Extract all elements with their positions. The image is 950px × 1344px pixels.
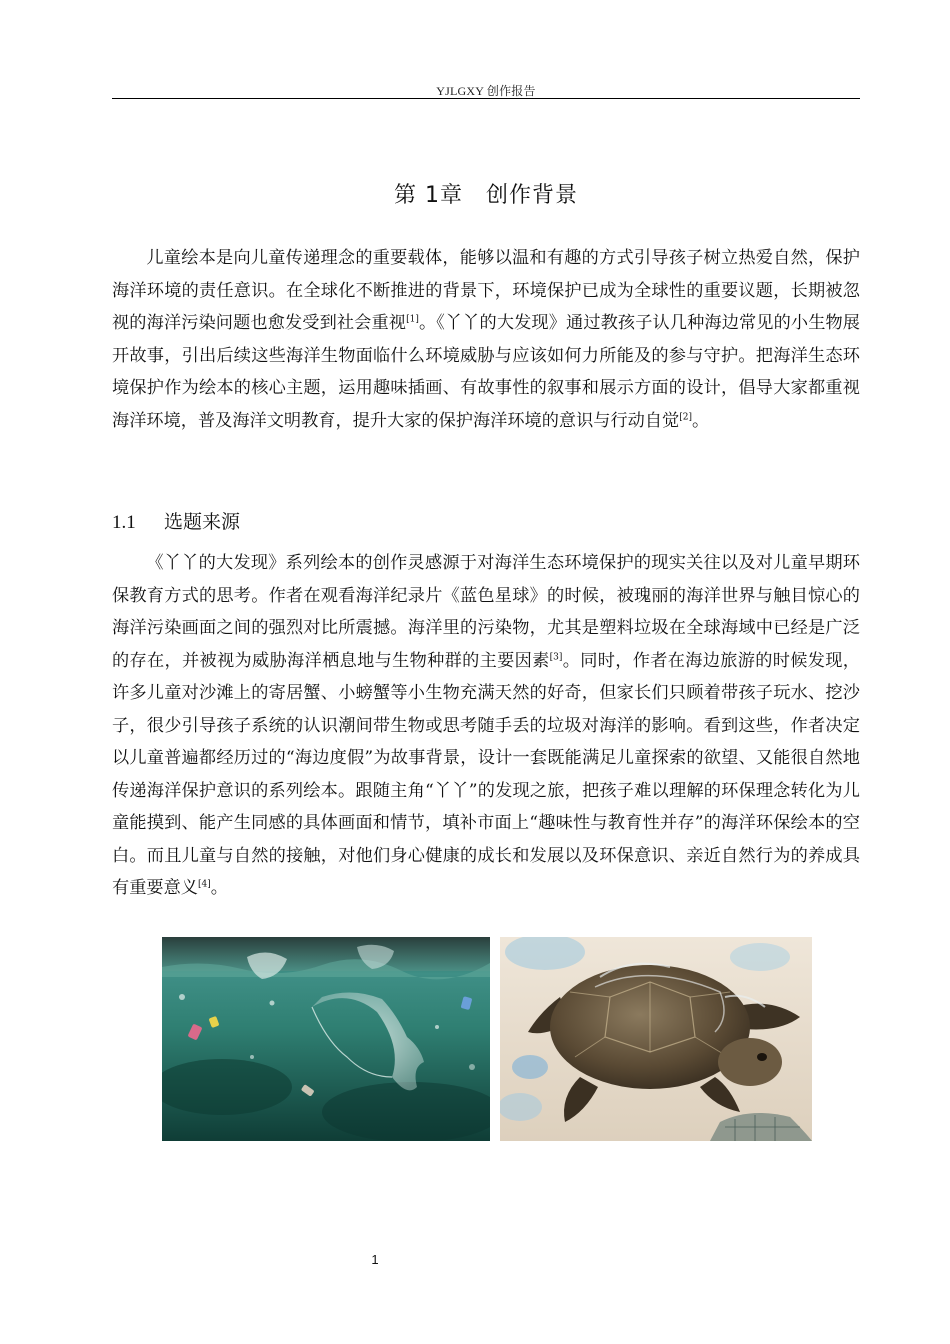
paragraph-text: 。 [691,410,710,431]
paragraph-topic-source [112,547,860,905]
sea-turtle-photo [500,937,812,1141]
citation-ref[interactable]: [2] [679,411,692,422]
section-heading [112,507,240,534]
citation-ref[interactable]: [1] [406,314,419,325]
paragraph-text: 。《丫丫的大发现》通过教孩子认几种海边常见的小生物展开故事，引出后续这些海洋生物面临什么环境威胁与应该如何力所能及的参与守护。把海洋生态环境保护作为绘本的核心主题，运用趣味插画、有故事性的叙事和展示方面的设计，倡导大家都重视海洋环境，普及海洋文明教育，提升大家的保护海洋环境的意识与行动自觉 [112,313,860,431]
paragraph-background [112,242,860,437]
citation-ref[interactable]: [4] [197,879,211,890]
paragraph-text: 。同时，作者在海边旅游的时候发现，许多儿童对沙滩上的寄居蟹、小螃蟹等小生物充满天然的好奇，但家长们只顾着带孩子玩水、挖沙子，很少引导孩子系统的认识潮间带生物或思考随手丢的垃圾对海洋的影响。看到这些，作者决定以儿童普遍都经历过的“海边度假”为故事背景，设计一套既能满足儿童探索的欲望、又能很自然地传递海洋保护意识的系列绘本。跟随主角“丫丫”的发现之旅，把孩子难以理解的环保理念转化为儿童能摸到、能产生同感的具体画面和情节，填补市面上“趣味性与教育性并存”的海洋环保绘本的空白。而且儿童与自然的接触，对他们身心健康的成长和发展以及环保意识、亲近自然行为的养成具有重要意义 [112,650,860,898]
page-number: 1 [371,1252,379,1267]
chapter-title: 第 1章 创作背景 [394,183,578,208]
citation-ref[interactable]: [3] [549,651,563,662]
header-rule [112,98,860,99]
section-title: 选题来源 [164,511,241,533]
section-number: 1.1 [112,512,136,533]
paragraph-text: 儿童绘本是向儿童传递理念的重要载体，能够以温和有趣的方式引导孩子树立热爱自然，保护海洋环境的责任意识。在全球化不断推进的背景下，环境保护已成为全球性的重要议题，长期被忽视的海洋污染问题也愈发受到社会重视 [112,248,860,333]
running-header: YJLGXY 创作报告 [436,84,536,98]
ocean-plastic-photo [162,937,490,1141]
paragraph-text: 《丫丫的大发现》系列绘本的创作灵感源于对海洋生态环境保护的现实关往以及对儿童早期环保教育方式的思考。作者在观看海洋纪录片《蓝色星球》的时候，被瑰丽的海洋世界与触目惊心的海洋污染画面之间的强烈对比所震撼。海洋里的污染物，尤其是塑料垃圾在全球海域中已经是广泛的存在，并被视为威胁海洋栖息地与生物种群的主要因素 [112,553,860,671]
paragraph-text: 。 [210,878,228,898]
